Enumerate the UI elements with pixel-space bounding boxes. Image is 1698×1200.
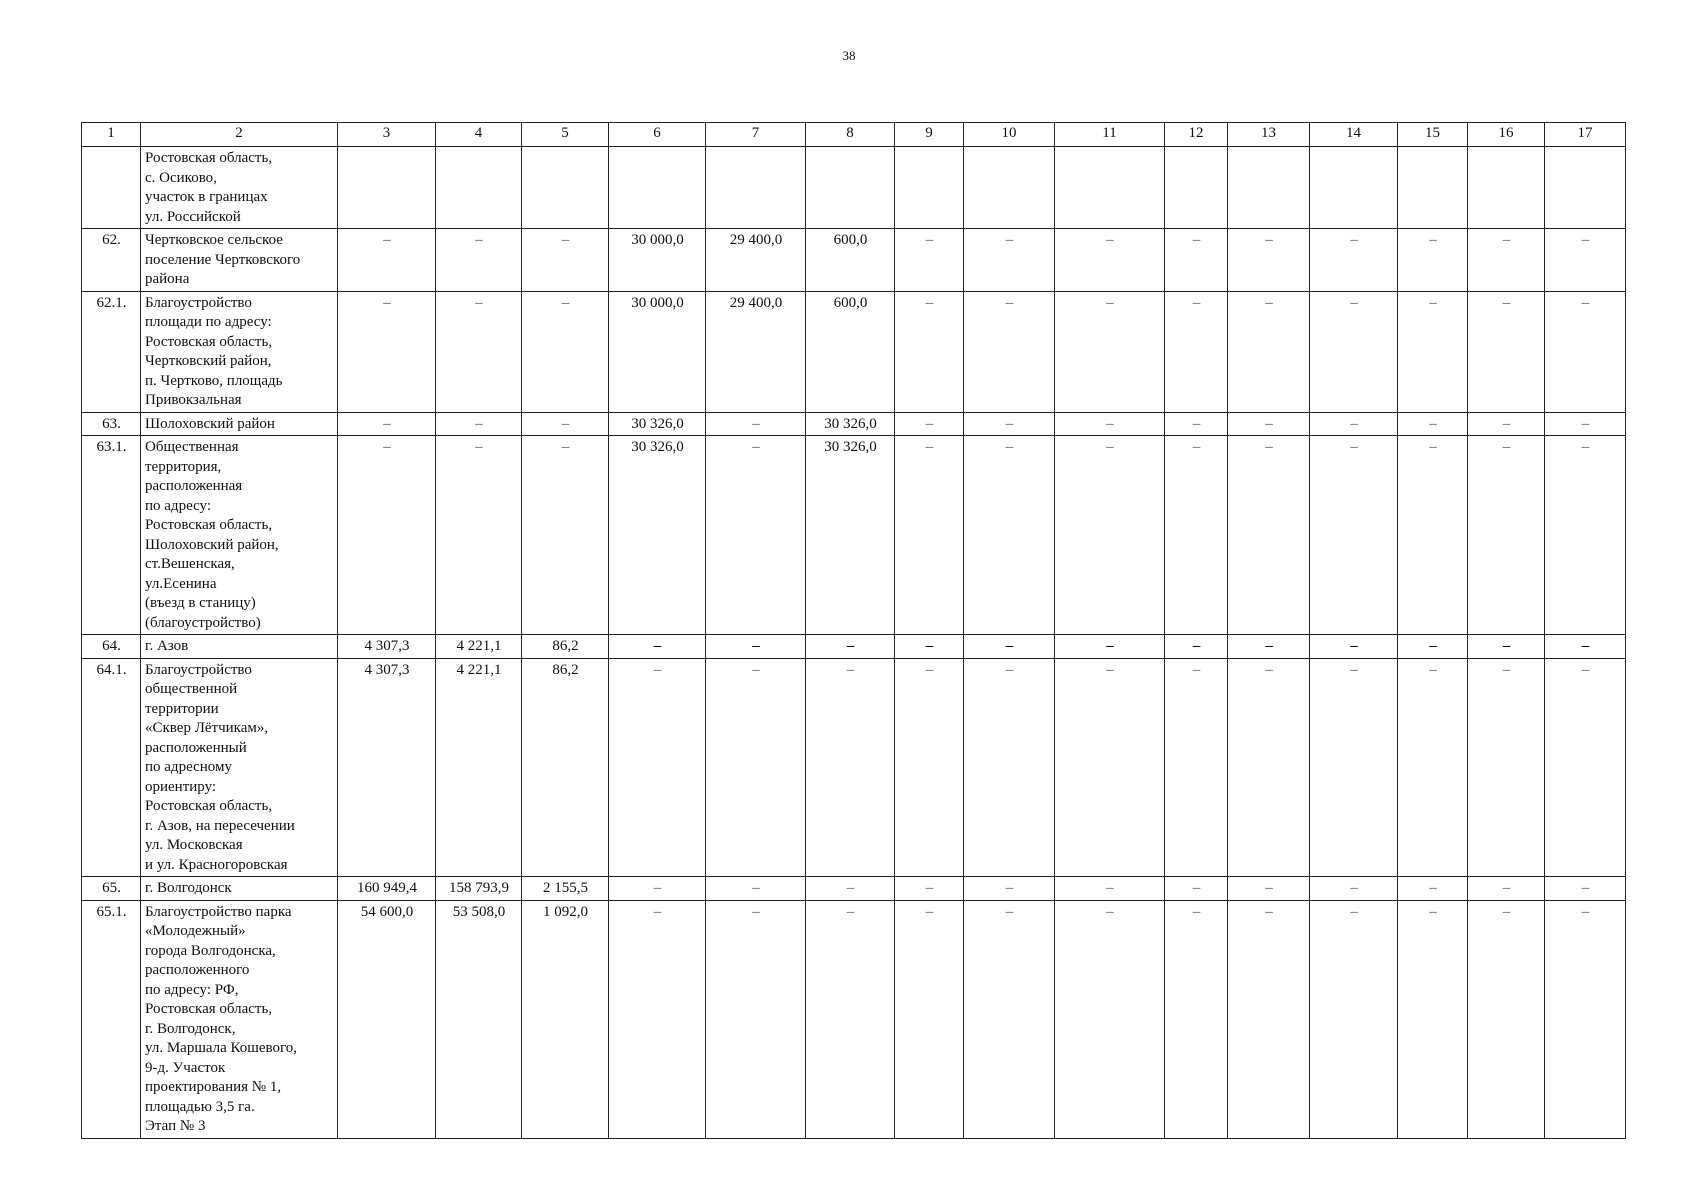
row-description: г. Волгодонск <box>141 877 338 901</box>
table-cell <box>1165 147 1228 229</box>
table-cell: – <box>964 658 1055 877</box>
table-cell: – <box>706 900 806 1138</box>
table-cell: – <box>706 877 806 901</box>
table-cell: – <box>1398 291 1468 412</box>
table-cell: – <box>1055 412 1165 436</box>
table-cell: – <box>1545 291 1626 412</box>
table-cell: 600,0 <box>806 291 895 412</box>
table-cell: – <box>1055 229 1165 292</box>
budget-table <box>81 122 1626 1139</box>
table-cell: – <box>1310 658 1398 877</box>
table-cell: – <box>806 658 895 877</box>
table-cell: – <box>1165 635 1228 659</box>
row-number: 65.1. <box>82 900 141 1138</box>
column-header: 15 <box>1398 123 1468 147</box>
table-cell: 30 326,0 <box>609 436 706 635</box>
table-cell: – <box>1545 658 1626 877</box>
table-cell: – <box>895 658 964 877</box>
row-number: 63.1. <box>82 436 141 635</box>
table-cell: – <box>609 877 706 901</box>
table-cell: – <box>1545 229 1626 292</box>
table-cell <box>436 147 522 229</box>
table-cell: 30 326,0 <box>806 436 895 635</box>
row-description: г. Азов <box>141 635 338 659</box>
column-header: 17 <box>1545 123 1626 147</box>
table-cell: 86,2 <box>522 658 609 877</box>
table-cell <box>1398 147 1468 229</box>
row-description: Шолоховский район <box>141 412 338 436</box>
table-cell: – <box>1165 229 1228 292</box>
table-cell: – <box>1228 635 1310 659</box>
column-header: 13 <box>1228 123 1310 147</box>
table-cell: – <box>895 412 964 436</box>
table-cell: 160 949,4 <box>338 877 436 901</box>
column-header: 8 <box>806 123 895 147</box>
table-cell: – <box>1228 900 1310 1138</box>
table-cell: 30 000,0 <box>609 229 706 292</box>
row-description: Благоустройство площади по адресу: Ростовская область, Чертковский район, п. Чертково, площадь Привокзальная <box>141 291 338 412</box>
table-cell <box>1545 147 1626 229</box>
table-cell: – <box>522 291 609 412</box>
table-cell: – <box>964 229 1055 292</box>
column-header: 6 <box>609 123 706 147</box>
table-cell <box>964 147 1055 229</box>
table-cell: 4 221,1 <box>436 635 522 659</box>
table-cell: – <box>1055 291 1165 412</box>
column-header: 4 <box>436 123 522 147</box>
table-cell: – <box>1310 291 1398 412</box>
row-description: Чертковское сельское поселение Чертковского района <box>141 229 338 292</box>
row-description: Благоустройство парка «Молодежный» города Волгодонска, расположенного по адресу: РФ, Ростовская область, г. Волгодонск, ул. Маршала Кошевого, 9-д. Участок проектирования № 1, площадью 3,5 га. Этап № 3 <box>141 900 338 1138</box>
row-number: 64.1. <box>82 658 141 877</box>
table-cell: – <box>1310 436 1398 635</box>
table-cell: – <box>522 412 609 436</box>
table-row <box>82 412 1626 436</box>
table-cell <box>706 147 806 229</box>
table-cell: – <box>964 877 1055 901</box>
table-cell: – <box>1468 229 1545 292</box>
table-cell: – <box>1228 658 1310 877</box>
table-cell <box>1228 147 1310 229</box>
table-cell: – <box>895 291 964 412</box>
column-header: 1 <box>82 123 141 147</box>
table-cell: – <box>964 436 1055 635</box>
column-header: 11 <box>1055 123 1165 147</box>
table-cell: – <box>1165 877 1228 901</box>
table-cell: – <box>1165 436 1228 635</box>
table-cell: – <box>609 900 706 1138</box>
table-cell: – <box>1228 877 1310 901</box>
table-cell: 53 508,0 <box>436 900 522 1138</box>
row-description: Общественная территория, расположенная по адресу: Ростовская область, Шолоховский район, ст.Вешенская, ул.Есенина (въезд в станицу) (благоустройство) <box>141 436 338 635</box>
page-number: 38 <box>842 48 856 63</box>
table-cell: 2 155,5 <box>522 877 609 901</box>
row-number: 65. <box>82 877 141 901</box>
table-cell: 1 092,0 <box>522 900 609 1138</box>
table-cell: – <box>1545 877 1626 901</box>
header-row <box>82 123 1626 147</box>
table-cell: – <box>609 658 706 877</box>
table-cell: – <box>522 436 609 635</box>
table-cell: – <box>1545 412 1626 436</box>
table-cell: 30 326,0 <box>806 412 895 436</box>
table-cell: – <box>1055 900 1165 1138</box>
table-cell: – <box>1398 900 1468 1138</box>
table-cell: – <box>1398 229 1468 292</box>
table-cell: – <box>1398 436 1468 635</box>
table-cell: – <box>895 635 964 659</box>
row-number: 62.1. <box>82 291 141 412</box>
table-cell: – <box>1468 436 1545 635</box>
table-row <box>82 436 1626 635</box>
column-header: 2 <box>141 123 338 147</box>
table-cell: – <box>1310 877 1398 901</box>
table-cell: – <box>1545 900 1626 1138</box>
table-cell: 29 400,0 <box>706 229 806 292</box>
table-cell: – <box>436 291 522 412</box>
table-row <box>82 635 1626 659</box>
table-cell: – <box>436 229 522 292</box>
table-cell: – <box>895 900 964 1138</box>
table-cell: – <box>1468 412 1545 436</box>
table-cell: 4 221,1 <box>436 658 522 877</box>
table-cell <box>338 147 436 229</box>
table-cell: – <box>1055 635 1165 659</box>
table-cell <box>895 147 964 229</box>
table-cell: – <box>1398 412 1468 436</box>
table-cell: – <box>338 229 436 292</box>
table-cell: – <box>964 412 1055 436</box>
table-cell <box>806 147 895 229</box>
row-description: Ростовская область, с. Осиково, участок в границах ул. Российской <box>141 147 338 229</box>
table-cell: – <box>806 900 895 1138</box>
table-cell: – <box>706 436 806 635</box>
table-cell: – <box>1310 635 1398 659</box>
table-cell: – <box>1545 635 1626 659</box>
column-header: 14 <box>1310 123 1398 147</box>
table-cell: – <box>1398 635 1468 659</box>
column-header: 9 <box>895 123 964 147</box>
table-cell: – <box>338 436 436 635</box>
table-cell: – <box>1165 900 1228 1138</box>
table-cell: 4 307,3 <box>338 635 436 659</box>
table-cell: 86,2 <box>522 635 609 659</box>
table-cell: – <box>1310 229 1398 292</box>
table-row <box>82 147 1626 229</box>
table-cell: – <box>1310 900 1398 1138</box>
row-description: Благоустройство общественной территории «Сквер Лётчикам», расположенный по адресному ориентиру: Ростовская область, г. Азов, на пересечении ул. Московская и ул. Красногоровская <box>141 658 338 877</box>
column-header: 7 <box>706 123 806 147</box>
table-cell: – <box>1228 436 1310 635</box>
table-cell: – <box>964 635 1055 659</box>
table-cell: – <box>1545 436 1626 635</box>
table-cell: – <box>895 877 964 901</box>
table-cell: – <box>1228 229 1310 292</box>
table-cell: – <box>436 436 522 635</box>
table-cell: 158 793,9 <box>436 877 522 901</box>
table-cell <box>522 147 609 229</box>
table-cell: – <box>609 635 706 659</box>
table-cell: – <box>1398 877 1468 901</box>
table-cell: – <box>706 635 806 659</box>
table-cell: – <box>706 412 806 436</box>
table-cell: – <box>338 412 436 436</box>
table-row <box>82 291 1626 412</box>
table-cell: – <box>1055 436 1165 635</box>
column-header: 10 <box>964 123 1055 147</box>
table-cell: 54 600,0 <box>338 900 436 1138</box>
table-cell: – <box>964 900 1055 1138</box>
table-cell: – <box>522 229 609 292</box>
table-row <box>82 900 1626 1138</box>
table-cell <box>1468 147 1545 229</box>
table-cell: 600,0 <box>806 229 895 292</box>
row-number: 63. <box>82 412 141 436</box>
table-cell: – <box>964 291 1055 412</box>
table-cell: – <box>436 412 522 436</box>
column-header: 5 <box>522 123 609 147</box>
column-header: 3 <box>338 123 436 147</box>
table-row <box>82 877 1626 901</box>
table-cell: – <box>1055 877 1165 901</box>
table-cell <box>1310 147 1398 229</box>
column-header: 12 <box>1165 123 1228 147</box>
table-cell: – <box>1228 291 1310 412</box>
table-cell <box>1055 147 1165 229</box>
table-cell: – <box>706 658 806 877</box>
table-cell: – <box>1165 658 1228 877</box>
table-cell: – <box>1468 900 1545 1138</box>
table-cell: – <box>1468 877 1545 901</box>
table-row <box>82 229 1626 292</box>
column-header: 16 <box>1468 123 1545 147</box>
table-cell: – <box>1398 658 1468 877</box>
row-number: 64. <box>82 635 141 659</box>
table-cell: 30 000,0 <box>609 291 706 412</box>
table-cell: – <box>895 229 964 292</box>
table-cell: – <box>1468 291 1545 412</box>
row-number <box>82 147 141 229</box>
row-number: 62. <box>82 229 141 292</box>
table-cell: 30 326,0 <box>609 412 706 436</box>
table-cell: – <box>1055 658 1165 877</box>
table-cell: – <box>806 877 895 901</box>
table-cell: 29 400,0 <box>706 291 806 412</box>
table-row <box>82 658 1626 877</box>
table-cell: – <box>1165 291 1228 412</box>
table-cell: – <box>1468 658 1545 877</box>
table-cell: – <box>1228 412 1310 436</box>
table-cell: – <box>1468 635 1545 659</box>
table-cell: – <box>1165 412 1228 436</box>
table-cell: – <box>1310 412 1398 436</box>
table-cell: – <box>806 635 895 659</box>
table-cell <box>609 147 706 229</box>
table-cell: 4 307,3 <box>338 658 436 877</box>
table-cell: – <box>895 436 964 635</box>
table-cell: – <box>338 291 436 412</box>
